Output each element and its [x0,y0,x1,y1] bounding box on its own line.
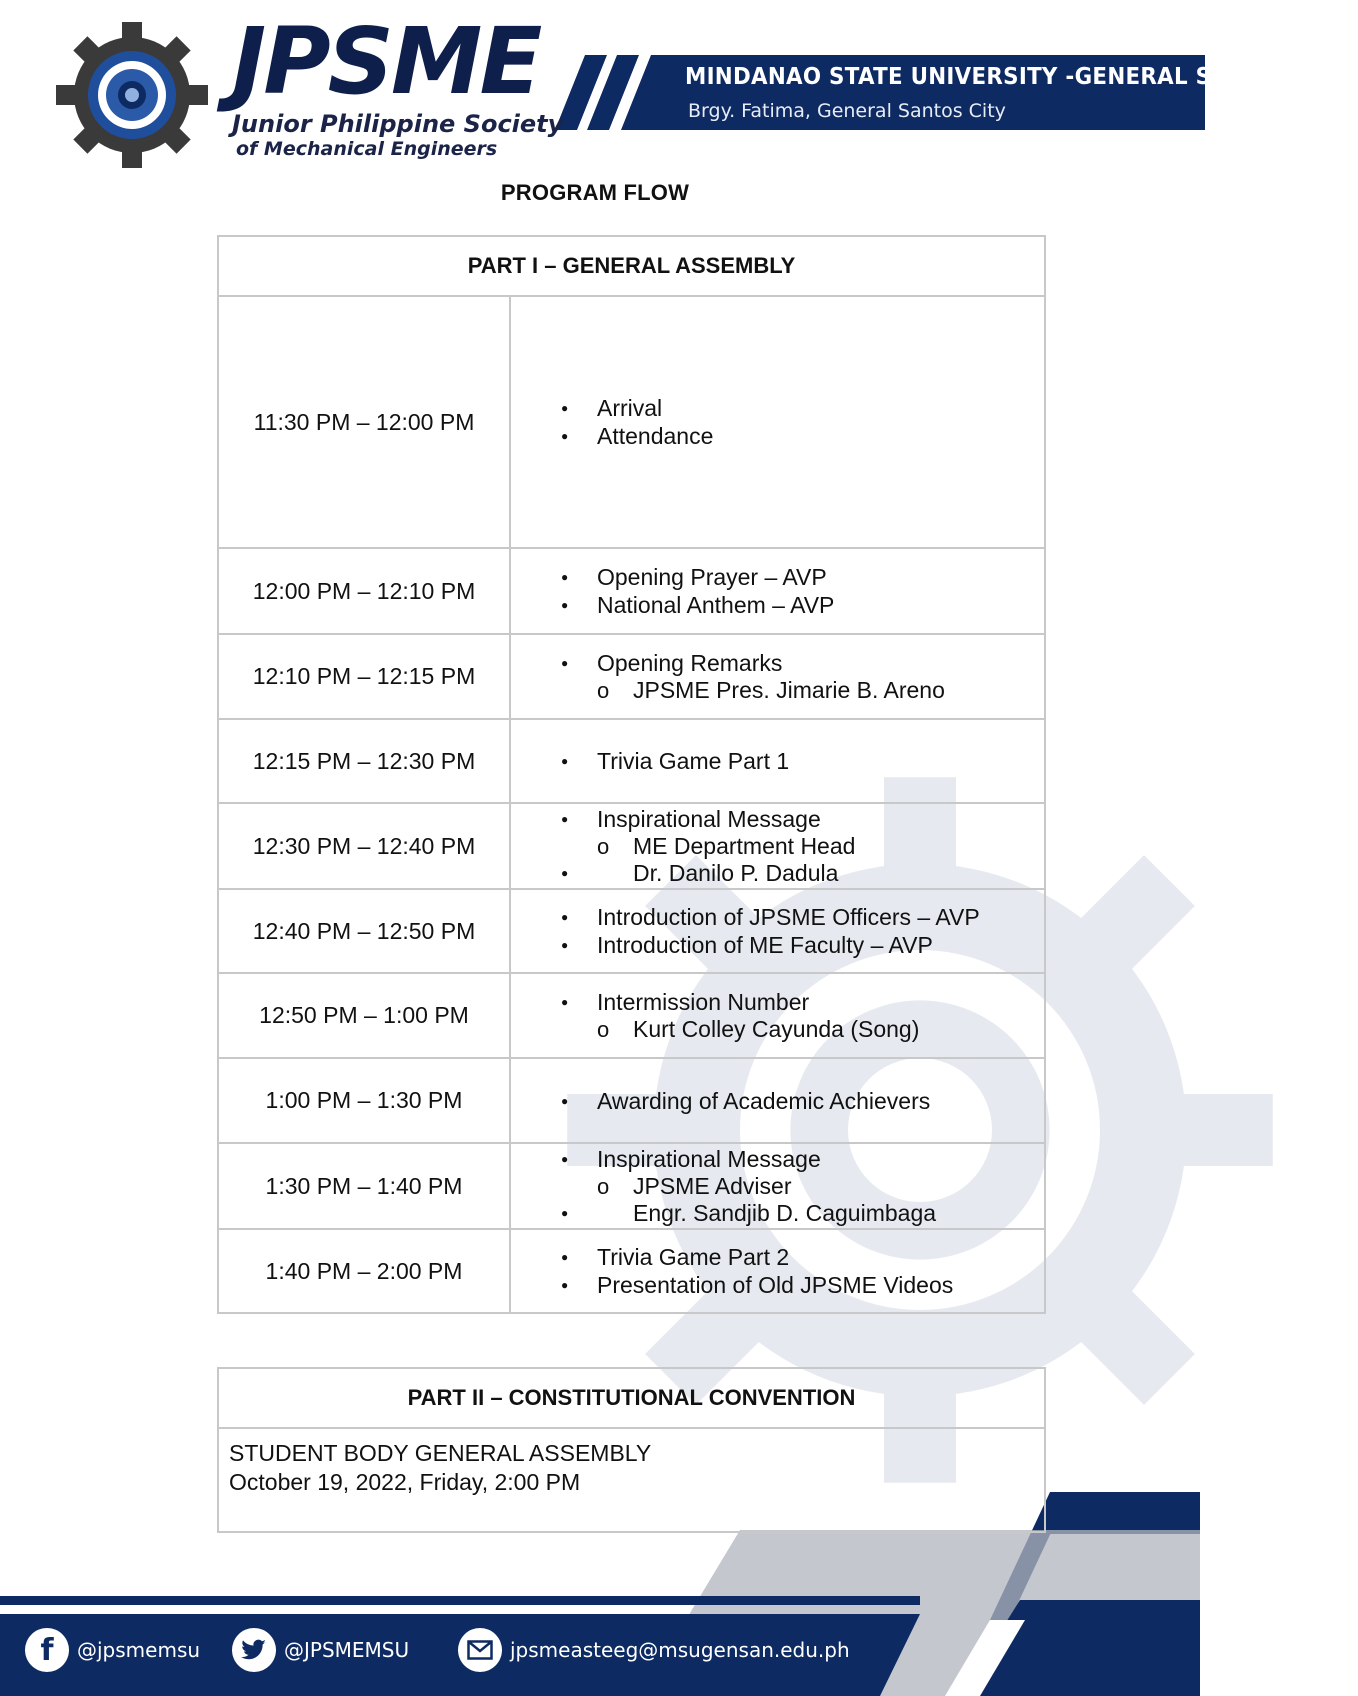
program-item: ● Introduction of ME Faculty – AVP [561,931,1043,959]
program-subitem: o Kurt Colley Cayunda (Song) [561,1016,1043,1043]
schedule-items [510,1058,1045,1143]
twitter-icon [232,1628,276,1672]
schedule-time: 1:30 PM – 1:40 PM [218,1143,510,1229]
program-subitem: o JPSME Pres. Jimarie B. Areno [561,677,1043,704]
program-item: ● Presentation of Old JPSME Videos [561,1271,1043,1299]
schedule-items [510,296,1045,548]
facebook-link[interactable] [25,1628,200,1672]
program-item: ● Intermission Number [561,988,1043,1016]
facebook-handle: @jpsmemsu [77,1638,201,1662]
university-name: MINDANAO STATE UNIVERSITY -GENERAL SANTOS CITY [685,64,1358,90]
schedule-items [510,634,1045,719]
schedule-time: 12:00 PM – 12:10 PM [218,548,510,634]
mail-icon [458,1628,502,1672]
program-item: ● Arrival [561,394,1043,422]
schedule-row [218,296,1045,548]
part2-line2: October 19, 2022, Friday, 2:00 PM [229,1469,581,1495]
schedule-time: 1:00 PM – 1:30 PM [218,1058,510,1143]
schedule-items [510,973,1045,1058]
part2-line1: STUDENT BODY GENERAL ASSEMBLY [229,1440,652,1466]
schedule-time: 12:15 PM – 12:30 PM [218,719,510,803]
schedule-row [218,1143,1045,1229]
program-subitem: o JPSME Adviser [561,1173,1043,1200]
program-item: ● Introduction of JPSME Officers – AVP [561,903,1043,931]
part1-heading: PART I – GENERAL ASSEMBLY [218,236,1045,296]
program-item: ● Opening Prayer – AVP [561,563,1043,591]
schedule-row [218,634,1045,719]
program-subitem: o ME Department Head [561,833,1043,860]
program-item: ● Awarding of Academic Achievers [561,1087,1043,1115]
twitter-handle: @JPSMEMSU [284,1638,410,1662]
schedule-time: 12:10 PM – 12:15 PM [218,634,510,719]
schedule-time: 1:40 PM – 2:00 PM [218,1229,510,1313]
schedule-row [218,973,1045,1058]
jpsme-logo-icon [52,20,212,170]
schedule-time: 12:30 PM – 12:40 PM [218,803,510,889]
schedule-items [510,1229,1045,1313]
schedule-items [510,1143,1045,1229]
part2-details [218,1428,1045,1532]
schedule-items [510,803,1045,889]
email-link[interactable] [458,1628,850,1672]
schedule-time: 12:40 PM – 12:50 PM [218,889,510,973]
program-item: ● Attendance [561,422,1043,450]
schedule-time: 12:50 PM – 1:00 PM [218,973,510,1058]
program-item: ● Trivia Game Part 2 [561,1243,1043,1271]
schedule-row [218,889,1045,973]
brand-name: JPSME [232,8,540,115]
program-subitem: ● Engr. Sandjib D. Caguimbaga [561,1200,1043,1227]
brand-subtitle-2: of Mechanical Engineers [236,138,498,160]
twitter-link[interactable] [232,1628,409,1672]
university-address: Brgy. Fatima, General Santos City [688,100,1006,122]
schedule-items [510,548,1045,634]
schedule-row [218,1229,1045,1313]
email-address: jpsmeasteeg@msugensan.edu.ph [510,1638,850,1662]
schedule-row [218,1058,1045,1143]
schedule-time: 11:30 PM – 12:00 PM [218,296,510,548]
program-subitem: ● Dr. Danilo P. Dadula [561,860,1043,887]
part2-table [217,1367,1046,1533]
page-title: PROGRAM FLOW [500,180,690,205]
program-item: ● Inspirational Message [561,805,1043,833]
schedule-row [218,548,1045,634]
program-item: ● Opening Remarks [561,649,1043,677]
part1-table [217,235,1046,1314]
brand-block [232,8,564,160]
schedule-items [510,719,1045,803]
program-item: ● Inspirational Message [561,1145,1043,1173]
schedule-row [218,803,1045,889]
program-item: ● Trivia Game Part 1 [561,747,1043,775]
schedule-row [218,719,1045,803]
brand-subtitle: Junior Philippine Society [232,110,564,138]
program-item: ● National Anthem – AVP [561,591,1043,619]
part1-body [218,296,1045,1313]
facebook-icon: f [25,1628,69,1672]
part2-heading: PART II – CONSTITUTIONAL CONVENTION [218,1368,1045,1428]
schedule-items [510,889,1045,973]
